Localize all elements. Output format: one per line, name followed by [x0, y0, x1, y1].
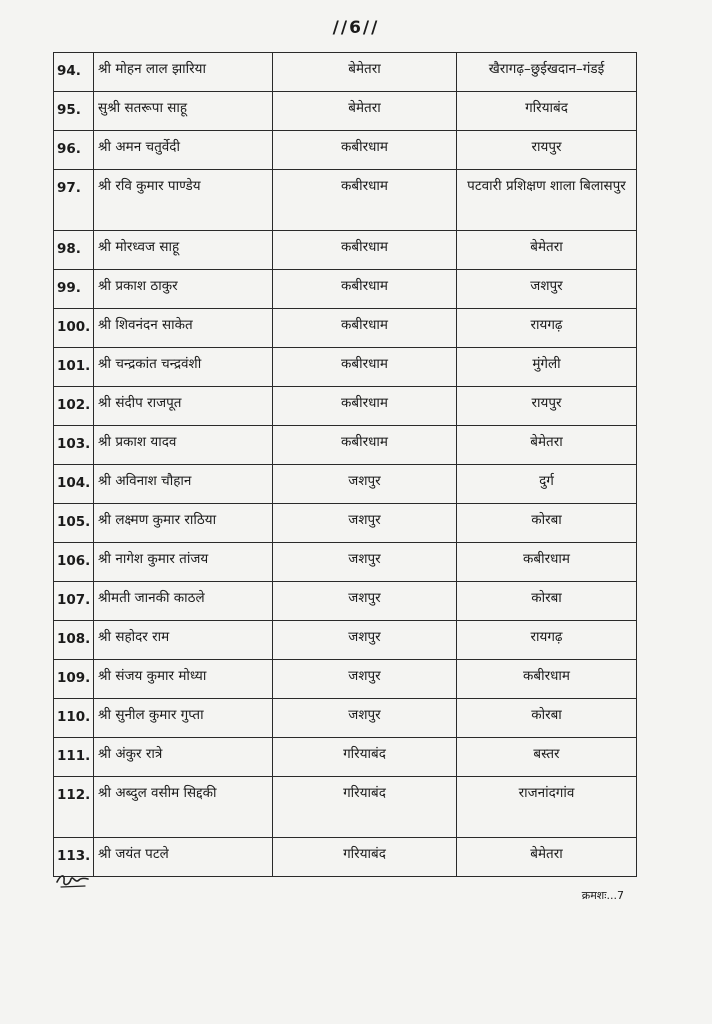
employee-name: श्री अमन चतुर्वेदी	[94, 131, 273, 170]
table-row	[54, 92, 637, 131]
table-row	[54, 699, 637, 738]
table-row	[54, 231, 637, 270]
employee-name: श्री सहोदर राम	[94, 621, 273, 660]
serial-number: 95.	[54, 92, 94, 131]
employee-name: श्री अंकुर रात्रे	[94, 738, 273, 777]
from-district: कबीरधाम	[273, 309, 457, 348]
table-row	[54, 309, 637, 348]
from-district: जशपुर	[273, 621, 457, 660]
employee-name: श्री अब्दुल वसीम सिद्दकी	[94, 777, 273, 838]
employee-name: श्री अविनाश चौहान	[94, 465, 273, 504]
to-district: बेमेतरा	[457, 426, 637, 465]
employee-name: श्री प्रकाश यादव	[94, 426, 273, 465]
to-district: दुर्ग	[457, 465, 637, 504]
to-district: जशपुर	[457, 270, 637, 309]
employee-name: श्रीमती जानकी काठले	[94, 582, 273, 621]
table-row	[54, 838, 637, 877]
transfer-table	[53, 52, 637, 877]
to-district: गरियाबंद	[457, 92, 637, 131]
employee-name: श्री प्रकाश ठाकुर	[94, 270, 273, 309]
employee-name: श्री मोहन लाल झारिया	[94, 53, 273, 92]
from-district: जशपुर	[273, 582, 457, 621]
table-row	[54, 738, 637, 777]
to-district: खैरागढ़–छुईखदान–गंडई	[457, 53, 637, 92]
serial-number: 103.	[54, 426, 94, 465]
serial-number: 106.	[54, 543, 94, 582]
serial-number: 100.	[54, 309, 94, 348]
serial-number: 98.	[54, 231, 94, 270]
from-district: बेमेतरा	[273, 92, 457, 131]
from-district: गरियाबंद	[273, 838, 457, 877]
from-district: जशपुर	[273, 543, 457, 582]
to-district: बस्तर	[457, 738, 637, 777]
table-row	[54, 270, 637, 309]
to-district: कबीरधाम	[457, 543, 637, 582]
serial-number: 96.	[54, 131, 94, 170]
page-number: //6//	[332, 18, 380, 38]
from-district: गरियाबंद	[273, 777, 457, 838]
to-district: कोरबा	[457, 699, 637, 738]
serial-number: 107.	[54, 582, 94, 621]
table-row	[54, 348, 637, 387]
serial-number: 94.	[54, 53, 94, 92]
table-row	[54, 621, 637, 660]
table-row	[54, 131, 637, 170]
to-district: कबीरधाम	[457, 660, 637, 699]
from-district: कबीरधाम	[273, 231, 457, 270]
serial-number: 112.	[54, 777, 94, 838]
from-district: बेमेतरा	[273, 53, 457, 92]
to-district: पटवारी प्रशिक्षण शाला बिलासपुर	[457, 170, 637, 231]
serial-number: 97.	[54, 170, 94, 231]
table-row	[54, 426, 637, 465]
serial-number: 109.	[54, 660, 94, 699]
from-district: कबीरधाम	[273, 387, 457, 426]
serial-number: 99.	[54, 270, 94, 309]
employee-name: श्री लक्ष्मण कुमार राठिया	[94, 504, 273, 543]
from-district: कबीरधाम	[273, 270, 457, 309]
employee-name: श्री सुनील कुमार गुप्ता	[94, 699, 273, 738]
from-district: कबीरधाम	[273, 131, 457, 170]
from-district: जशपुर	[273, 504, 457, 543]
to-district: रायपुर	[457, 131, 637, 170]
from-district: गरियाबंद	[273, 738, 457, 777]
serial-number: 111.	[54, 738, 94, 777]
to-district: रायगढ़	[457, 621, 637, 660]
table-row	[54, 660, 637, 699]
employee-name: श्री जयंत पटले	[94, 838, 273, 877]
employee-name: श्री रवि कुमार पाण्डेय	[94, 170, 273, 231]
from-district: कबीरधाम	[273, 170, 457, 231]
serial-number: 105.	[54, 504, 94, 543]
table-row	[54, 387, 637, 426]
employee-name: श्री संजय कुमार मोध्या	[94, 660, 273, 699]
table-row	[54, 582, 637, 621]
to-district: कोरबा	[457, 582, 637, 621]
to-district: रायगढ़	[457, 309, 637, 348]
serial-number: 113.	[54, 838, 94, 877]
to-district: बेमेतरा	[457, 838, 637, 877]
to-district: राजनांदगांव	[457, 777, 637, 838]
continuation-note: क्रमशः...7	[581, 889, 624, 902]
from-district: कबीरधाम	[273, 348, 457, 387]
serial-number: 104.	[54, 465, 94, 504]
employee-name: श्री चन्द्रकांत चन्द्रवंशी	[94, 348, 273, 387]
table-row	[54, 170, 637, 231]
employee-name: श्री नागेश कुमार तांजय	[94, 543, 273, 582]
from-district: कबीरधाम	[273, 426, 457, 465]
table-row	[54, 504, 637, 543]
from-district: जशपुर	[273, 465, 457, 504]
serial-number: 102.	[54, 387, 94, 426]
serial-number: 108.	[54, 621, 94, 660]
employee-name: श्री संदीप राजपूत	[94, 387, 273, 426]
to-district: मुंगेली	[457, 348, 637, 387]
serial-number: 110.	[54, 699, 94, 738]
from-district: जशपुर	[273, 660, 457, 699]
employee-name: श्री मोरध्वज साहू	[94, 231, 273, 270]
to-district: कोरबा	[457, 504, 637, 543]
to-district: रायपुर	[457, 387, 637, 426]
table-row	[54, 465, 637, 504]
employee-name: सुश्री सतरूपा साहू	[94, 92, 273, 131]
signature-mark	[55, 870, 91, 890]
from-district: जशपुर	[273, 699, 457, 738]
to-district: बेमेतरा	[457, 231, 637, 270]
table-row	[54, 53, 637, 92]
employee-name: श्री शिवनंदन साकेत	[94, 309, 273, 348]
table-row	[54, 777, 637, 838]
table-row	[54, 543, 637, 582]
serial-number: 101.	[54, 348, 94, 387]
